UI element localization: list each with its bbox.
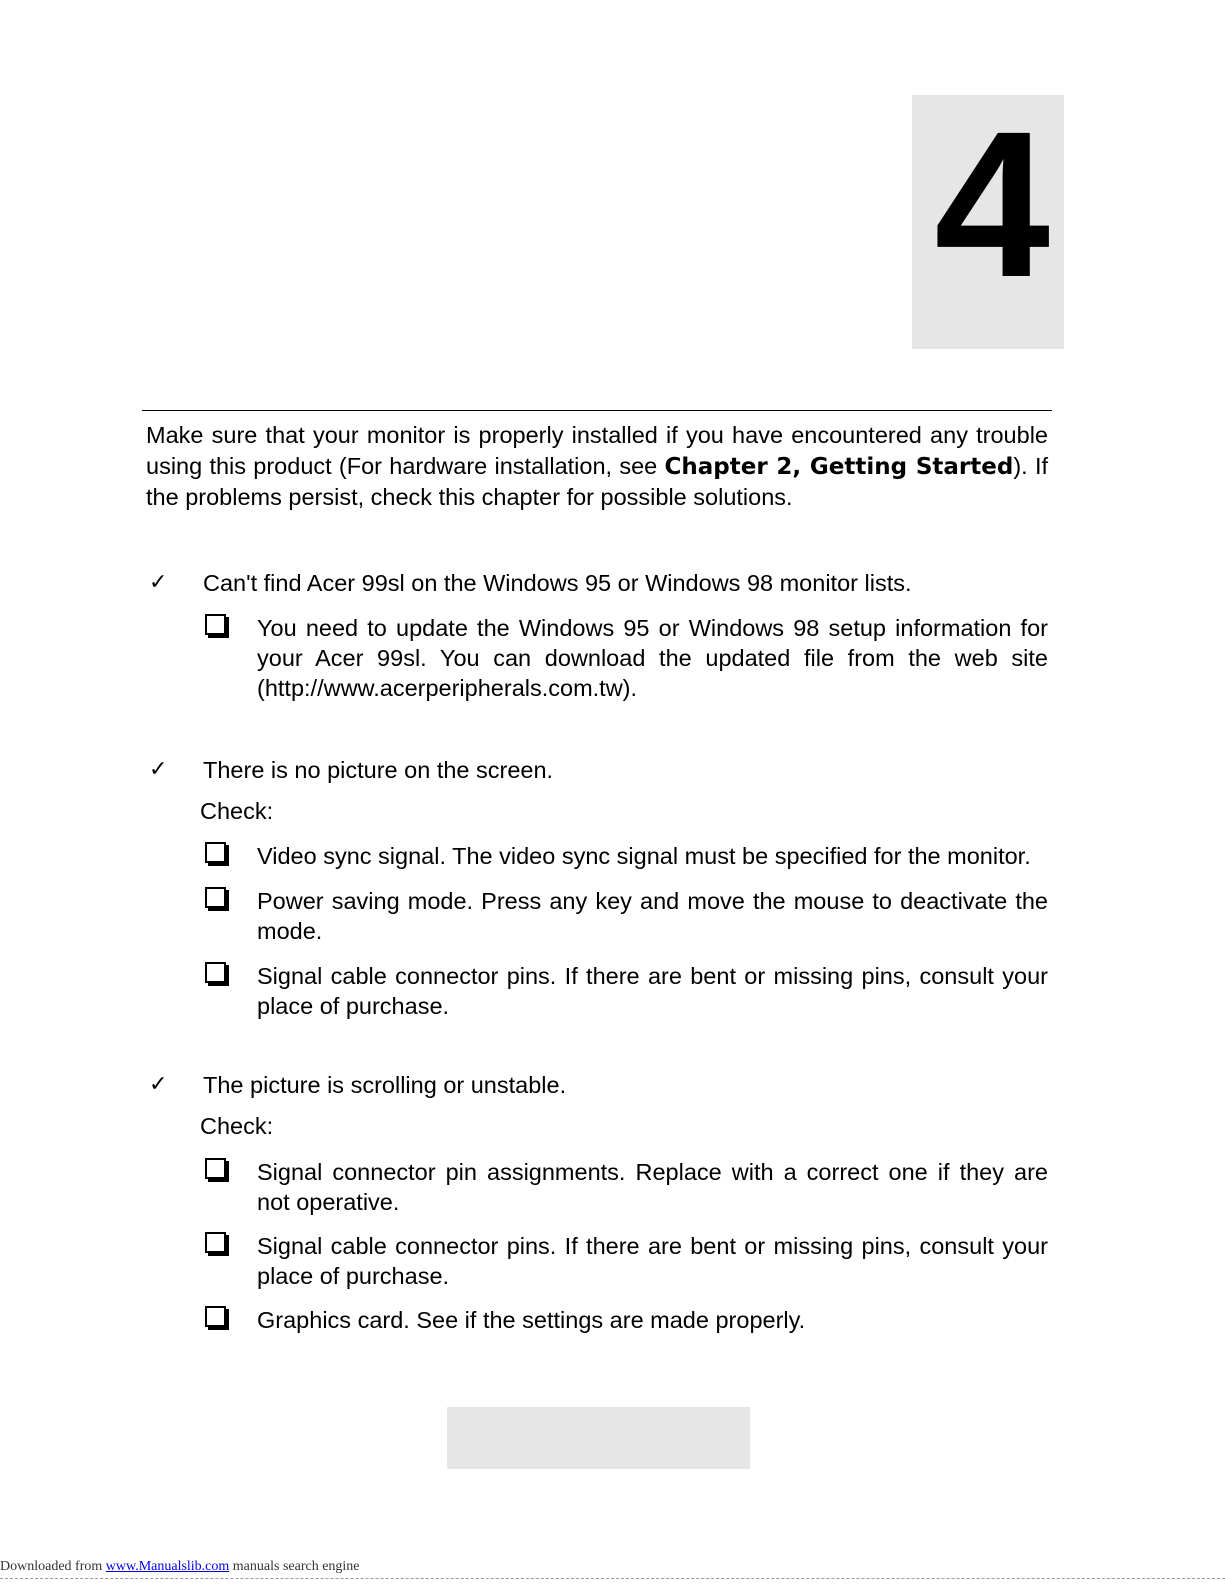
checkbox-icon [205,842,226,863]
checkmark-icon: ✓ [149,757,168,782]
chapter-tab [912,89,1064,349]
issue-item: Video sync signal. The video sync signal must be specified for the monitor. [257,843,1031,869]
page-number-box [447,1407,750,1469]
issue-title: Can't find Acer 99sl on the Windows 95 or Windows 98 monitor lists. [203,570,912,596]
checkbox-icon [205,1232,226,1253]
intro-text-end: ). If the problems persist, check this chapter for possible solutions. [146,452,1049,510]
dashed-divider [0,1578,1225,1579]
issue-item: Signal cable connector pins. If there are bent or missing pins, consult your place of purchase. [257,963,1048,1019]
checkbox-icon [205,887,226,908]
issue-item: You need to update the Windows 95 or Windows 98 setup information for your Acer 99sl. You can download the updated file from the web site (http://www.acerperipherals.com.tw). [257,615,1048,701]
checkbox-icon [205,962,226,983]
header-rule [142,410,1052,411]
issue-item: Signal cable connector pins. If there are bent or missing pins, consult your place of purchase. [257,1233,1048,1289]
intro-text-start: Make sure that your monitor is properly installed if you have encountered any trouble using this product (For hardware installation, see [146,422,1048,479]
issue-title: There is no picture on the screen. [203,757,554,783]
checkbox-icon [205,1158,226,1179]
search-engine-text: manuals search engine [229,1559,360,1574]
checkbox-icon [205,614,226,635]
intro-paragraph [146,420,1048,513]
downloaded-from-text: Downloaded from [0,1559,106,1574]
issue-item: Power saving mode. Press any key and move the mouse to deactivate the mode. [257,888,1048,944]
check-label: Check: [200,1113,274,1139]
issue-item: Signal connector pin assignments. Replace with a correct one if they are not operative. [257,1159,1048,1215]
chapter-number: 4 [934,89,1050,321]
checkmark-icon: ✓ [149,1072,168,1097]
issue-item: Graphics card. See if the settings are made properly. [257,1307,806,1333]
download-attribution [0,1559,360,1575]
issue-title: The picture is scrolling or unstable. [203,1072,567,1098]
check-label: Check: [200,798,274,824]
checkmark-icon: ✓ [149,570,168,595]
chapter-reference: Chapter 2, Getting Started [664,453,1014,480]
checkbox-icon [205,1306,226,1327]
manualslib-link[interactable]: www.Manualslib.com [105,1559,230,1574]
